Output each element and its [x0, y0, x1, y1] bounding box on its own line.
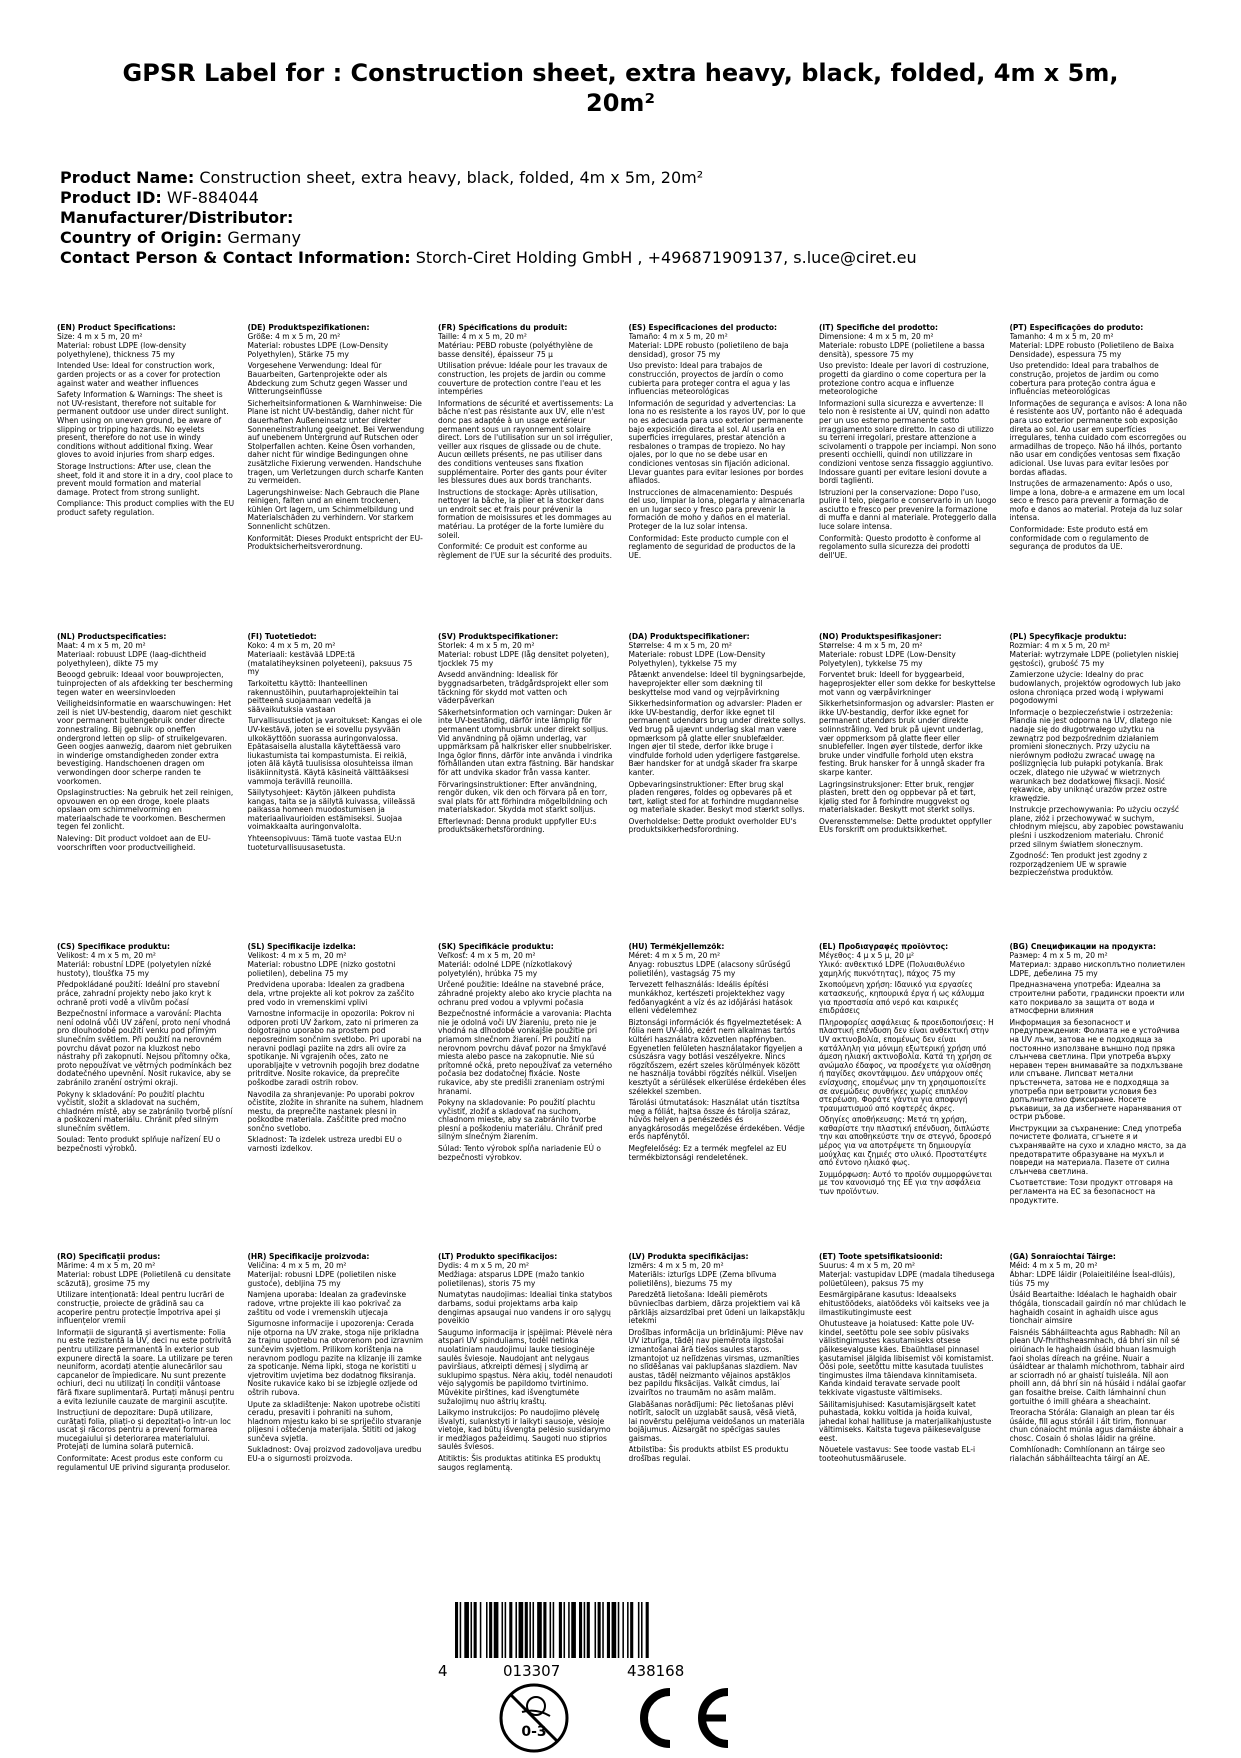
info-value: Storch-Ciret Holding GmbH , +496871909137, s.luce@ciret.eu: [415, 248, 917, 267]
language-heading: (HU) Termékjellemzők:: [628, 943, 725, 951]
language-block: [248, 633, 426, 881]
barcode-bar: [486, 1602, 488, 1658]
language-paragraph: Información de seguridad y advertencias: La lona no es resistente a los rayos UV, por lo que no es adecuada para uso exterior permanente bajo exposición directa al sol. Al usarla en superficies irregulares, prestar atención a resbalones o trampas de tropiezo. No hay ojales, por lo que no se debe usar en condiciones ventosas sin fijación adicional. Llevar guantes para evitar lesiones por bordes afilados.: [628, 398, 806, 486]
language-heading: (EL) Προδιαγραφές προϊόντος:: [819, 943, 949, 951]
language-paragraph: Материал: здраво нископлътно полиетилен LDPE, дебелина 75 my: [1009, 960, 1185, 978]
language-paragraph: Информация за безопасност и предупреждения: Фолиата не е устойчива на UV лъчи, затова не е подходяща за постоянно използване външно под пряка слънчева светлина. При употреба върху неравен терен внимавайте за подхлъзване или спъване. Липсват метални пръстенчета, затова не е подходяща за употреба при ветровити условия без допълнително фиксиране. Носете ръкавици, за да избегнете наранявания от остри ръбове.: [1009, 1017, 1183, 1122]
language-heading: (PL) Specyfikacje produktu:: [1009, 633, 1127, 641]
barcode-bar: [598, 1602, 601, 1658]
info-label: Product Name:: [60, 168, 195, 187]
barcode-digits-2: 013307: [503, 1662, 561, 1680]
page-title: GPSR Label for : Construction sheet, extra heavy, black, folded, 4m x 5m, 20m²: [122, 59, 1119, 117]
language-paragraph: Säkerhetsinformation och varningar: Duken är inte UV-beständig, därför inte lämplig för permanent utomhusbruk under direkt solljus. Vid användning på ojämn underlag, var uppmärksam på halkrisker eller snubbelrisker. Inga öglor finns, därför inte använda i vindrika förhållanden utan extra fästning. Bär handskar för att undvika skador från vassa kanter.: [438, 707, 614, 777]
language-paragraph: Sigurnosne informacije i upozorenja: Cerada nije otporna na UV zrake, stoga nije prikladna za trajnu upotrebu na otvorenom pod izravnim sunčevim svjetlom. Prilikom korištenja na neravnom podlogu pazite na klizanje ili zamke za spoticanje. Nema lipki, stoga ne koristiti u vjetrovitim uvjetima bez dodatnog fiksiranja. Nosite rukavice kako bi se izbjegle ozljede od oštrih rubova.: [247, 1319, 424, 1397]
language-paragraph: Πληροφορίες ασφάλειας & προειδοποιήσεις: Η πλαστική επένδυση δεν είναι ανθεκτική στην UV ακτινοβολία, επομένως δεν είναι κατάλληλη για μόνιμη εξωτερική χρήση υπό άμεση ηλιακή ακτινοβολία. Κατά τη χρήση σε ανώμαλο έδαφος, να προσέχετε για ολίσθηση ή παγίδες σκοντάψιμου. Δεν υπάρχουν οπές ενίσχυσης, επομένως μην τη χρησιμοποιείτε σε ανεμώδεις συνθήκες χωρίς επιπλέον στερέωση. Φοράτε γάντια για αποφυγή τραυματισμού από κοφτερές άκρες.: [819, 1017, 994, 1113]
language-paragraph: Méret: 4 m x 5 m, 20 m²: [628, 950, 721, 960]
language-heading: (SL) Specifikacije izdelka:: [247, 943, 356, 951]
language-paragraph: Utilizare intenționată: Ideal pentru lucrări de construcție, proiecte de grădină sau ca acoperire pentru protecție împotriva apei și influențelor vremii: [57, 1290, 225, 1326]
language-paragraph: Maat: 4 m x 5 m, 20 m²: [57, 640, 146, 650]
info-row: [60, 228, 1200, 248]
language-paragraph: Informacje o bezpieczeństwie i ostrzeżenia: Plandia nie jest odporna na UV, dlatego nie nadaje się do długotrwałego użytku na zewnątrz pod bezpośrednim działaniem promieni słonecznych. Przy użyciu na nierównym podłożu zwracać uwagę na poślizgnięcia lub pułapki potykania. Brak oczek, dlatego nie używać w wietrznych warunkach bez dodatkowej fiksacji. Nosić rękawice, aby uniknąć urazów przez ostre krawędzie.: [1009, 707, 1174, 803]
barcode-bar: [568, 1602, 570, 1658]
language-paragraph: Material: robust LDPE (low-density polyethylene), thickness 75 my: [57, 341, 187, 359]
language-paragraph: Sikkerhedsinformation og advarsler: Pladen er ikke UV-bestandig, derfor ikke egnet til permanent udendørs brug under direkte sollys. Ved brug på ujævnt underlag skal man være opmærksom på glatte eller snublefælder. Ingen øjer til stede, derfor ikke bruge i vindfulde forhold uden yderligere fastgørelse. Bær handsker for at undgå skader fra skarpe kanter.: [628, 699, 806, 777]
language-paragraph: Treoracha Stórála: Glanaigh an plean tar éis úsáide, fill agus stóráil i áit tirim, fionnuar chun cónaíocht múnla agus damáiste ábhair a chosc. Cosain ó sholas láidir na gréine.: [1009, 1408, 1184, 1443]
language-paragraph: Material: robustno LDPE (nizko gostotni polietilen), debelina 75 my: [247, 960, 396, 978]
svg-text:0-3: 0-3: [521, 1724, 547, 1740]
language-block: [57, 943, 235, 1208]
language-paragraph: Sukladnost: Ovaj proizvod zadovoljava uredbu EU-a o sigurnosti proizvoda.: [247, 1445, 422, 1464]
language-paragraph: Lagringsinstruksjoner: Etter bruk, rengjør plasten, brett den og oppbevar på et tørt, kjølig sted for å forhindre muggvekst og materialskader. Beskytt mot sterkt sollys.: [819, 779, 976, 815]
language-paragraph: Conformitate: Acest produs este conform cu regulamentul UE privind siguranța produselor.: [57, 1454, 231, 1472]
language-heading: (SK) Špecifikácie produktu:: [438, 943, 554, 951]
language-paragraph: Opslaginstructies: Na gebruik het zeil reinigen, opvouwen en op een droge, koele plaats opslaan om schimmelvorming en materiaalschade te voorkomen. Beschermen tegen fel zonlicht.: [57, 788, 234, 832]
info-row: [60, 188, 1200, 208]
language-paragraph: Dimensione: 4 m x 5 m, 20 m²: [819, 331, 934, 341]
compliance-icons: [498, 1682, 748, 1758]
barcode-bar: [641, 1602, 643, 1658]
barcode-bar: [630, 1602, 633, 1658]
language-heading: (FR) Spécifications du produit:: [438, 324, 568, 332]
language-paragraph: Säilitamisjuhised: Kasutamisjärgselt katet puhastada, kokku voltida ja hoida kuival, jahedal kohal hallituse ja materjalikahjustuste vältimiseks. Kaitsta tugeva päikesevalguse eest.: [819, 1399, 992, 1443]
language-paragraph: Velikost: 4 m x 5 m, 20 m²: [247, 950, 347, 960]
language-paragraph: Υλικό: ανθεκτικό LDPE (Πολυαιθυλένιο χαμηλής πυκνότητας), πάχος 75 my: [819, 960, 965, 978]
language-block: [629, 633, 807, 881]
language-paragraph: Faisnéis Sábháilteachta agus Rabhadh: Níl an plean UV-fhrithsheasmhach, dá bhrí sin níl sé oiriúnach le haghaidh úsáid bhuan lasmuigh faoi sholas díreach na gréine. Nuair a úsáidtear ar thalamh míchothrom, tabhair aird ar sciorradh nó ar ghaistí tuisleála. Níl aon phoill ann, dá bhrí sin ná húsáid i ndálaí gaofar gan fosaithe breise. Caith lámhainní chun gortuithe ó imill ghéara a sheachaint.: [1009, 1327, 1187, 1406]
language-heading: (FI) Tuotetiedot:: [247, 633, 317, 641]
barcode-bar: [571, 1602, 576, 1658]
language-paragraph: Yhteensopivuus: Tämä tuote vastaa EU:n tuoteturvallisuusasetusta.: [247, 834, 402, 852]
barcode-bar: [579, 1602, 582, 1658]
language-paragraph: Bezpečnostní informace a varování: Plachta není odolná vůči UV záření, proto není vhodná pro dlouhodobé použití venku pod přímým slunečním světlem. Při použití na nerovném povrchu dávat pozor na kluzkost nebo nástrahy při zakopnutí. Nejsou přítomny očka, proto nepoužívat ve větrných podmínkách bez dodatečného upevnění. Nosit rukavice, aby se zabránilo zranění ostrými okraji.: [57, 1009, 232, 1087]
language-paragraph: Veiligheidsinformatie en waarschuwingen: Het zeil is niet UV-bestendig, daarom niet geschikt voor permanent buitengebruik onder directe zonnestraling. Bij gebruik op oneffen ondergrond letten op slip- of struikelgevaren. Geen oogjes aanwezig, daarom niet gebruiken in winderige omstandigheden zonder extra bevestiging. Handschoenen dragen om verwondingen door scherpe randen te voorkomen.: [57, 699, 232, 786]
language-heading: (DE) Produktspezifikationen:: [247, 324, 370, 332]
language-heading: (CS) Specifikace produktu:: [57, 943, 170, 951]
info-value: Construction sheet, extra heavy, black, folded, 4m x 5m, 20m²: [199, 168, 704, 187]
info-label: Country of Origin:: [60, 228, 223, 247]
barcode-bar: [525, 1602, 528, 1658]
language-paragraph: Atbilstība: Šis produkts atbilst ES produktu drošības regulai.: [628, 1445, 789, 1464]
language-paragraph: Materiale: robust LDPE (Low-Density Polyetylen), tykkelse 75 my: [819, 650, 956, 668]
language-paragraph: Koko: 4 m x 5 m, 20 m²: [247, 640, 336, 650]
language-paragraph: Forventet bruk: Ideell for byggearbeid, hageprosjekter eller som dekke for beskyttelse mot vann og værpåvirkninger: [819, 670, 996, 697]
language-paragraph: Συμμόρφωση: Αυτό το προϊόν συμμορφώνεται με τον κανονισμό της ΕΕ για την ασφάλεια των προϊόντων.: [819, 1169, 993, 1197]
language-paragraph: Comhlíonadh: Comhlíonann an táirge seo rialachán sábháilteachta táirgí an AE.: [1009, 1445, 1165, 1464]
barcode-bar: [550, 1602, 552, 1658]
barcode-bar: [537, 1602, 542, 1658]
language-paragraph: Предназначена употреба: Идеална за строителни работи, градински проекти или като покривало за защита от вода и атмосферни влияния: [1009, 980, 1185, 1016]
language-paragraph: Tarkoitettu käyttö: Ihanteellinen rakennustöihin, puutarhaprojekteihin tai peitteenä suojaamaan vedeltä ja säävaikutuksia vastaan: [247, 678, 399, 714]
language-paragraph: Overensstemmelse: Dette produktet oppfyller EUs forskrift om produktsikkerhet.: [819, 816, 992, 835]
language-paragraph: Biztonsági információk és figyelmeztetések: A fólia nem UV-álló, ezért nem alkalmas tartós kültéri használatra közvetlen napfényben. Egyenetlen felületen használatakor figyeljen a csúszásra vagy botlási veszélyekre. Nincs rögzítőszem, ezért szeles körülmények között ne használja további rögzítés nélkül. Viseljen kesztyűt a sérülések elkerülése érdekében éles szélekkel szemben.: [628, 1017, 806, 1096]
barcode-bar: [480, 1602, 482, 1658]
language-paragraph: Upute za skladištenje: Nakon upotrebe očistiti ceradu, presaviti i pohraniti na suhom, hladnom mjestu kako bi se spriječilo stvaranje plijesni i oštećenja materijala. Štititi od jakog sunčeva svjetla.: [247, 1399, 422, 1443]
language-heading: (LT) Produkto specifikacijos:: [438, 1253, 558, 1261]
barcode-digits-3: 438168: [627, 1662, 685, 1680]
language-paragraph: Materiál: odolné LDPE (nízkotlakový polyetylén), hrúbka 75 my: [438, 960, 573, 978]
language-paragraph: Instructions de stockage: Après utilisation, nettoyer la bâche, la plier et la stocker dans un endroit sec et frais pour prévenir la formation de moisissures et les dommages au matériau. La protéger de la forte lumière du soleil.: [438, 487, 612, 540]
language-paragraph: Rozmiar: 4 m x 5 m, 20 m²: [1009, 640, 1110, 650]
language-paragraph: Materjal: vastupidav LDPE (madala tihedusega polüetüleen), paksus 75 my: [819, 1270, 995, 1288]
language-paragraph: Größe: 4 m x 5 m, 20 m²: [247, 331, 341, 341]
language-heading: (DA) Produktspecifikationer:: [628, 633, 750, 641]
language-paragraph: Tamaño: 4 m x 5 m, 20 m²: [628, 331, 728, 341]
language-paragraph: Taille: 4 m x 5 m, 20 m²: [438, 331, 527, 341]
language-paragraph: Instrucciones de almacenamiento: Después del uso, limpiar la lona, plegarla y almacenarla en un lugar seco y fresco para prevenir la formación de moho y daños en el material. Proteger de la luz solar intensa.: [628, 487, 805, 532]
language-heading: (BG) Спецификации на продукта:: [1009, 943, 1156, 951]
info-row: [60, 208, 1200, 228]
language-paragraph: Размер: 4 m x 5 m, 20 m²: [1009, 950, 1108, 960]
barcode-bar: [646, 1602, 649, 1658]
language-heading: (ET) Toote spetsifikatsioonid:: [819, 1253, 943, 1261]
language-paragraph: Eesmärgipärane kasutus: Ideaalseks ehitustöödeks, aiatöödeks või kaitseks vee ja ilmastikutingimuste eest: [819, 1290, 990, 1317]
language-row: [57, 324, 1187, 563]
language-row: [57, 1253, 1187, 1475]
barcode-bar: [505, 1602, 507, 1658]
language-paragraph: Beoogd gebruik: Ideaal voor bouwprojecten, tuinprojecten of als afdekking ter bescherming tegen water en weersinvloeden: [57, 670, 233, 697]
language-block: [629, 1253, 807, 1475]
language-block: [1010, 1253, 1188, 1475]
language-paragraph: Paredzētā lietošana: Ideāli piemērots būvniecības darbiem, dārza projektiem vai kā pārklājs aizsardzībai pret ūdeni un laikapstākļu ietekmi: [628, 1290, 805, 1326]
language-paragraph: Materijal: robusni LDPE (polietilen niske gustoće), debljina 75 my: [247, 1270, 397, 1288]
language-paragraph: Bezpečnostné informácie a varovania: Plachta nie je odolná voči UV žiareniu, preto nie je vhodná na dlhodobé vonkajšie použitie pri priamom slnečnom žiarení. Pri použití na nerovnom povrchu dávať pozor na šmykľavé miesta alebo pasce na zakopnutie. Nie sú prítomné očká, preto nepoužívať za veterného počasia bez dodatočnej fixácie. Noste rukavice, aby ste predišli zraneniam ostrými hranami.: [438, 1009, 613, 1096]
language-block: [57, 1253, 235, 1475]
language-paragraph: Material: robust LDPE (Polietilenă cu densitate scăzută), grosime 75 my: [57, 1270, 231, 1288]
barcode-bar: [602, 1602, 604, 1658]
language-paragraph: Instrukcje przechowywania: Po użyciu oczyść plane, złóż i przechowywać w suchym, chłodnym miejscu, aby zapobiec powstawaniu pleśni i uszkodzeniom materiału. Chronić przed silnym światłem słonecznym.: [1009, 805, 1184, 849]
language-paragraph: Utilisation prévue: Idéale pour les travaux de construction, les projets de jardin ou comme couverture de protection contre l'eau et les intempéries: [438, 361, 608, 397]
language-paragraph: Konformität: Dieses Produkt entspricht der EU-Produktsicherheitsverordnung.: [247, 533, 423, 552]
language-paragraph: Material: robust LDPE (låg densitet polyeten), tjocklek 75 my: [438, 650, 610, 668]
language-paragraph: Materiāls: izturīgs LDPE (Zema blīvuma polietilēns), biezums 75 my: [628, 1270, 777, 1288]
barcode-bar: [607, 1602, 610, 1658]
language-heading: (EN) Product Specifications:: [57, 324, 176, 332]
language-block: [248, 943, 426, 1208]
language-paragraph: Storage Instructions: After use, clean the sheet, fold it and store it in a dry, cool place to prevent mould formation and material damage. Protect from strong sunlight.: [57, 461, 233, 497]
language-paragraph: Ohutusteave ja hoiatused: Katte pole UV-kindel, seetõttu pole see sobiv püsivaks välistingimustes kasutamiseks otsese päikesevalguse käes. Ebaühtlasel pinnasel kasutamisel jälgida libisemist või komistamist. Õõsi pole, seetõttu mitte kasutada tuulistes tingimustes ilma täiendava kinnitamiseta. Kanda kindaid teravate servade poolt tekkivate vigastuste vältimiseks.: [819, 1319, 994, 1397]
info-label: Product ID:: [60, 188, 162, 207]
language-paragraph: Conformidade: Este produto está em conformidade com o regulamento de segurança de produtos da UE.: [1009, 525, 1149, 552]
language-heading: (NL) Productspecificaties:: [57, 633, 167, 641]
language-paragraph: Skladnost: Ta izdelek ustreza uredbi EU o varnosti izdelkov.: [247, 1135, 402, 1154]
language-paragraph: Säilytysohjeet: Käytön jälkeen puhdista kangas, taita se ja säilytä kuivassa, viileässä paikassa homeen muodostumisen ja materiaalivaurioiden estämiseksi. Suojaa voimakkaalta auringonvalolta.: [247, 788, 416, 832]
language-paragraph: Predvidena uporaba: Idealen za gradbena dela, vrtne projekte ali kot pokrov za zaščito pred vodo in vremenskimi vplivi: [247, 980, 415, 1007]
language-paragraph: Anyag: robusztus LDPE (alacsony sűrűségű polietilén), vastagság 75 my: [628, 960, 791, 978]
language-paragraph: Uso previsto: Ideal para trabajos de construcción, proyectos de jardín o como cubierta para proteger contra el agua y las influencias meteorológicas: [628, 361, 790, 397]
language-paragraph: Mărime: 4 m x 5 m, 20 m²: [57, 1260, 156, 1270]
language-paragraph: Naleving: Dit product voldoet aan de EU-voorschriften voor productveiligheid.: [57, 834, 211, 852]
language-paragraph: Drošības informācija un brīdinājumi: Plēve nav UV izturīga, tādēļ nav piemērota ilgstošai izmantošanai ārā tiešos saules staros. Izmantojot uz nelīdzenas virsmas, uzmanīties no slīdēšanas vai paklupšanas slazdiem. Nav austas, tādēļ neizmanto vējainos apstākļos bez papildu fiksācijas. Valkāt cimdus, lai izvairītos no traumām no asām malām.: [628, 1327, 804, 1397]
language-paragraph: Medžiaga: atsparus LDPE (mažo tankio polietilenas), storis 75 my: [438, 1270, 585, 1288]
language-paragraph: Megfelelőség: Ez a termék megfelel az EU termékbiztonsági rendeletének.: [628, 1144, 787, 1162]
language-paragraph: Soulad: Tento produkt splňuje nařízení EU o bezpečnosti výrobků.: [57, 1135, 221, 1154]
language-paragraph: Materiaali: kestävää LDPE:tä (matalatiheyksinen polyeteeni), paksuus 75 my: [247, 650, 413, 677]
language-block: [819, 324, 997, 563]
language-paragraph: Informações de segurança e avisos: A lona não é resistente aos UV, portanto não é adequada para uso exterior permanente sob exposição direta ao sol. Ao usar em superfícies irregulares, tenha cuidado com escorregões ou armadilhas de tropeço. Não há ilhós, portanto não usar em condições ventosas sem fixação adicional. Use luvas para evitar lesões por bordas afiadas.: [1009, 398, 1187, 477]
language-paragraph: Varnostne informacije in opozorila: Pokrov ni odporen proti UV žarkom, zato ni primeren za dolgotrajno uporabo na prostem pod neposrednim sončnim svetlobo. Pri uporabi na neravni podlagi paziite na zdrs ali ovire za spotikanje. Ni vgrajenih očes, zato ne uporabljajte v vetrovnih pogojih brez dodatne pritrditve. Nosite rokavice, da preprečite poškodbe zaradi ostrih robov.: [247, 1009, 422, 1087]
language-block: [438, 1253, 616, 1475]
language-paragraph: Pokyny k skladování: Po použití plachtu vyčistit, složit a skladovat na suchém, chladném místě, aby se zabránilo tvorbě plísní a poškození materiálu. Chránit před silným slunečním světlem.: [57, 1089, 233, 1133]
language-paragraph: Atitiktis: Šis produktas atitinka ES produktų saugos reglamentą.: [438, 1454, 601, 1472]
language-block: [629, 943, 807, 1208]
barcode-bar: [595, 1602, 597, 1658]
barcode-bar: [502, 1602, 504, 1658]
language-paragraph: Předpokládané použití: Ideální pro stavební práce, zahradní projekty nebo jako kryt k ochraně proti vodě a vlivům počasí: [57, 980, 220, 1007]
language-paragraph: Conformité: Ce produit est conforme au règlement de l'UE sur la sécurité des produits.: [438, 542, 612, 560]
barcode-bar: [559, 1602, 562, 1658]
barcode-bar: [494, 1602, 499, 1658]
language-paragraph: Navodila za shranjevanje: Po uporabi pokrov očistite, zložite in shranite na suhem, hladnem mestu, da preprečite nastanek plesni in poškodbe materiala. Zaščitite pred močno sončno svetlobo.: [247, 1089, 424, 1133]
language-paragraph: Materiál: robustní LDPE (polyetylen nízké hustoty), tloušťka 75 my: [57, 960, 212, 978]
language-block: [248, 324, 426, 563]
language-paragraph: Informazioni sulla sicurezza e avvertenze: Il telo non è resistente ai UV, quindi non adatto per un uso esterno permanente sotto irraggiamento solare diretto. In caso di utilizzo su terreni irregolari, prestare attenzione a scivolamenti o trappole per inciampi. Non sono presenti occhielli, quindi non utilizzare in condizioni ventose senza fissaggio aggiuntivo. Indossare guanti per evitare lesioni dovute a bordi taglienti.: [819, 398, 997, 486]
language-paragraph: Efterlevnad: Denna produkt uppfyller EU:s produktsäkerhetsförordning.: [438, 816, 597, 835]
language-heading: (GA) Sonraíochtaí Táirge:: [1009, 1253, 1116, 1261]
language-paragraph: Intended Use: Ideal for construction work, garden projects or as a cover for protection against water and weather influences: [57, 361, 221, 388]
language-paragraph: Zamierzone użycie: Idealny do prac budowlanych, projektów ogrodowych lub jako osłona chroniąca przed wodą i wpływami pogodowymi: [1009, 670, 1181, 706]
language-paragraph: Material: LDPE robusto (polietileno de baja densidad), grosor 75 my: [628, 341, 789, 359]
barcode-bar: [515, 1602, 517, 1658]
language-paragraph: Størrelse: 4 m x 5 m, 20 m²: [628, 640, 732, 650]
language-block: [629, 324, 807, 563]
language-heading: (RO) Specificații produs:: [57, 1253, 161, 1261]
language-paragraph: Uso pretendido: Ideal para trabalhos de construção, projetos de jardim ou como cobertura para proteção contra água e influências meteorológicas: [1009, 361, 1159, 397]
barcode-bar: [622, 1602, 624, 1658]
info-row: [60, 168, 1200, 188]
language-block: [438, 324, 616, 563]
language-heading: (ES) Especificaciones del producto:: [628, 324, 778, 332]
barcode-bar: [489, 1602, 492, 1658]
language-paragraph: Pokyny na skladovanie: Po použití plachtu vyčistiť, zložiť a skladovať na suchom, chladnom mieste, aby sa zabránilo tvorbe plesní a poškodeniu materiálu. Chrániť pred silným slnečným žiarením.: [438, 1098, 603, 1142]
product-info: [60, 168, 1200, 268]
language-paragraph: Инструкции за съхранение: След употреба почистете фолиата, сгънете я и съхранявайте на сухо и хладно място, за да предотвратите образуване на мухъл и повреди на материала. Пазете от силна слънчева светлина.: [1009, 1123, 1187, 1176]
language-paragraph: Numatytas naudojimas: Idealiai tinka statybos darbams, sodui projektams arba kaip dengimas apsaugai nuo vandens ir oro sąlygų poveikio: [438, 1290, 613, 1326]
language-block: [1010, 943, 1188, 1208]
language-paragraph: Size: 4 m x 5 m, 20 m²: [57, 331, 143, 341]
language-block: [819, 943, 997, 1208]
barcode-bar: [471, 1602, 473, 1658]
language-paragraph: Instrucțiuni de depozitare: După utilizare, curățați folia, pliați-o și depozitați-o într-un loc uscat și răcoros pentru a preveni formarea mucegaiului și deteriorarea materialului. Protejați de lumina solară puternică.: [57, 1408, 231, 1452]
language-block: [1010, 324, 1188, 563]
language-paragraph: Tamanho: 4 m x 5 m, 20 m²: [1009, 331, 1114, 341]
language-paragraph: Material: LDPE robusto (Polietileno de Baixa Densidade), espessura 75 my: [1009, 341, 1174, 359]
barcode-bars: [455, 1602, 705, 1666]
language-paragraph: Izmērs: 4 m x 5 m, 20 m²: [628, 1260, 724, 1270]
language-paragraph: Tárolási útmutatások: Használat után tisztítsa meg a fóliát, hajtsa össze és tárolja száraz, hűvös helyen a penészedés és anyagkárosodás megelőzése érdekében. Védje erős napfénytől.: [628, 1098, 805, 1142]
language-paragraph: Compliance: This product complies with the EU product safety regulation.: [57, 499, 235, 517]
language-paragraph: Glabāšanas norādījumi: Pēc lietošanas plēvi notīrīt, salocīt un uzglabāt sausā, vēsā vietā, lai novērstu pelējuma veidošanos un materiāla bojājumus. Aizsargāt no spēcīgas saules gaismas.: [628, 1399, 805, 1443]
language-row: [57, 943, 1187, 1208]
language-paragraph: Materiaal: robuust LDPE (laag-dichtheid polyethyleen), dikte 75 my: [57, 650, 207, 668]
language-heading: (IT) Specifiche del prodotto:: [819, 324, 938, 332]
language-heading: (SV) Produktspecifikationer:: [438, 633, 559, 641]
language-paragraph: Conformità: Questo prodotto è conforme al regolamento sulla sicurezza dei prodotti dell'UE.: [819, 533, 981, 560]
language-paragraph: Istruzioni per la conservazione: Dopo l'uso, pulire il telo, piegarlo e conservarlo in un luogo asciutto e fresco per prevenire la formazione di muffa e danni al materiale. Proteggerlo dalla luce solare intensa.: [819, 487, 997, 532]
barcode-bar: [553, 1602, 555, 1658]
language-heading: (PT) Especificações do produto:: [1009, 324, 1144, 332]
language-block: [57, 324, 235, 563]
barcode-bar: [584, 1602, 586, 1658]
barcode-bar: [519, 1602, 524, 1658]
barcode-bar: [564, 1602, 566, 1658]
language-paragraph: Veľkosť: 4 m x 5 m, 20 m²: [438, 950, 536, 960]
language-paragraph: Sicherheitsinformationen & Warnhinweise: Die Plane ist nicht UV-beständig, daher nicht für dauerhaften Außeneinsatz unter direkter Sonneneinstrahlung geeignet. Bei Verwendung auf unebenem Untergrund auf Rutschen oder Stolperfallen achten. Keine Ösen vorhanden, daher nicht für windige Bedingungen ohne zusätzliche Fixierung verwenden. Handschuhe tragen, um Verletzungen durch scharfe Kanten zu vermeiden.: [247, 398, 425, 486]
language-paragraph: Μέγεθος: 4 μ x 5 μ, 20 μ²: [819, 950, 915, 960]
language-paragraph: Tervezett felhasználás: Ideális építési munkákhoz, kertészeti projektekhez vagy fedőanyagként a víz és az időjárási hatások elleni védelemhez: [628, 980, 793, 1016]
language-paragraph: Förvaringsinstruktioner: Efter användning, rengör duken, vik den och förvara på en torr, sval plats för att förhindra mögelbildning och materialskador. Skydda mot starkt solljus.: [438, 779, 608, 815]
language-paragraph: Οδηγίες αποθήκευσης: Μετά τη χρήση, καθαρίστε την πλαστική επένδυση, διπλώστε την και αποθηκεύστε την σε στεγνό, δροσερό μέρος για να αποτρέψετε τη δημιουργία μούχλας και ζημιές στο υλικό. Προστατέψτε από έντονο ηλιακό φως.: [819, 1115, 992, 1168]
barcode-bar: [543, 1602, 546, 1658]
barcode-bar: [529, 1602, 531, 1658]
language-block: [438, 633, 616, 881]
language-paragraph: Avsedd användning: Idealisk för byggnadsarbeten, trädgårdsprojekt eller som täckning för skydd mot vatten och väderpåverkan: [438, 670, 609, 706]
language-paragraph: Съответствие: Този продукт отговаря на регламента на ЕС за безопасност на продуктите.: [1009, 1178, 1173, 1205]
language-paragraph: Opbevaringsinstruktioner: Efter brug skal pladen rengøres, foldes og opbevares på et tørt, køligt sted for at forhindre mugdannelse og materiale skader. Beskyt mod stærkt sollys.: [628, 779, 805, 815]
language-paragraph: Saugumo informacija ir įspėjimai: Plėvelė nėra atspari UV spinduliams, todėl netinka nuolatiniam naudojimui lauke tiesioginėje saulės šviesoje. Naudojant ant nelygaus paviršiaus, atkreipti dėmesį į slydimą ar suklupimo spąstus. Nėra akių, todėl nenaudoti vėjo sąlygomis be papildomo tvirtinimo. Mūvėkite pirštines, kad išvengtumėte sužalojimų nuo aštrių kraštų.: [438, 1327, 613, 1406]
language-block: [438, 943, 616, 1208]
language-heading: (NO) Produktspesifikasjoner:: [819, 633, 942, 641]
language-paragraph: Méid: 4 m x 5 m, 20 m²: [1009, 1260, 1098, 1270]
info-value: WF-884044: [166, 188, 259, 207]
language-paragraph: Materiał: wytrzymałe LDPE (polietylen niskiej gęstości), grubość 75 my: [1009, 650, 1179, 668]
language-block: [819, 633, 997, 881]
barcode-bar: [474, 1602, 477, 1658]
language-paragraph: Instruções de armazenamento: Após o uso, limpe a lona, dobre-a e armazene em um local seco e fresco para prevenir a formação de mofo e danos ao material. Proteja da luz solar intensa.: [1009, 479, 1185, 523]
language-paragraph: Materiale: robusto LDPE (polietilene a bassa densità), spessore 75 my: [819, 341, 985, 359]
barcode-bar: [638, 1602, 640, 1658]
ce-mark-icon: [644, 1692, 728, 1744]
barcode-bar: [587, 1602, 590, 1658]
language-paragraph: Storlek: 4 m x 5 m, 20 m²: [438, 640, 535, 650]
language-block: [57, 633, 235, 881]
language-paragraph: Namjena uporaba: Idealan za građevinske radove, vrtne projekte ili kao pokrivač za zaštitu od vode i vremenskih utjecaja: [247, 1290, 407, 1317]
language-heading: (HR) Specifikacije proizvoda:: [247, 1253, 370, 1261]
barcode-bar: [533, 1602, 535, 1658]
barcode-bar: [464, 1602, 469, 1658]
barcode-digit-1: 4: [438, 1662, 448, 1680]
language-paragraph: Úsáid Beartaithe: Idéalach le haghaidh obair thógála, tionscadail gairdín nó mar chlúdach le haghaidh cosaint in aghaidh uisce agus tionchair aimsire: [1009, 1290, 1186, 1326]
language-paragraph: Velikost: 4 m x 5 m, 20 m²: [57, 950, 156, 960]
language-paragraph: Dydis: 4 m x 5 m, 20 m²: [438, 1260, 530, 1270]
barcode-bar: [455, 1602, 458, 1658]
language-paragraph: Zgodność: Ten produkt jest zgodny z rozporządzeniem UE w sprawie bezpieczeństwa produktów.: [1009, 851, 1148, 878]
language-paragraph: Størrelse: 4 m x 5 m, 20 m²: [819, 640, 923, 650]
barcode-bar: [612, 1602, 617, 1658]
language-paragraph: Laikymo instrukcijos: Po naudojimo plėvelę išvalyti, sulankstyti ir laikyti sausoje, vėsioje vietoje, kad būtų išvengta pelėsio susidarymo ir medžiagos pažeidimų. Saugoti nuo stiprios saulės šviesos.: [438, 1408, 611, 1452]
language-paragraph: Určené použitie: Ideálne na stavebné práce, záhradné projekty alebo ako krycie plachta na ochranu pred vodou a vplyvmi počasia: [438, 980, 612, 1007]
age-warning-0-3-icon: [501, 1685, 567, 1751]
language-paragraph: Overholdelse: Dette produkt overholder EU's produktsikkerhedsforordning.: [628, 816, 797, 835]
language-paragraph: Veličina: 4 m x 5 m, 20 m²: [247, 1260, 347, 1270]
language-heading: (LV) Produkta specifikācijas:: [628, 1253, 749, 1261]
barcode: [435, 1602, 725, 1682]
language-paragraph: Conformidad: Este producto cumple con el reglamento de seguridad de productos de la UE.: [628, 533, 796, 560]
info-row: [60, 248, 1200, 268]
language-paragraph: Sikkerhetsinformasjon og advarsler: Plasten er ikke UV-bestandig, derfor ikke egnet for permanent utendørs bruk under direkte solinnstråling. Ved bruk på ujevnt underlag, vær oppmerksom på glatte fleer eller snublefeller. Ingen øyer tilstede, derfor ikke bruke under vindfulle forhold uten ekstra festing. Bruk hansker for å unngå skader fra skarpe kanter.: [819, 699, 994, 777]
language-paragraph: Informations de sécurité et avertissements: La bâche n'est pas résistante aux UV, elle n'est donc pas adaptée à un usage extérieur permanent sous un rayonnement solaire direct. Lors de l'utilisation sur un sol irrégulier, veiller aux risques de glissade ou de chute. Aucun œillets présents, ne pas utiliser dans des conditions venteuses sans fixation supplémentaire. Porter des gants pour éviter les blessures dues aux bords tranchants.: [438, 398, 614, 486]
language-paragraph: Turvallisuustiedot ja varoitukset: Kangas ei ole UV-kestävä, joten se ei sovellu pysyvään ulkokäyttöön suorassa auringonvalossa. Epätasaisella alustalla käytettäessä varo liukastumista tai kompastumista. Ei reikiä, joten älä käytä tuulisissa olosuhteissa ilman lisäkiinnitystä. Käytä käsineitä välttääksesi vammoja terävillä reunoilla.: [247, 716, 422, 786]
barcode-bar: [627, 1602, 629, 1658]
language-paragraph: Uso previsto: Ideale per lavori di costruzione, progetti da giardino o come copertura per la protezione contro acqua e influenze meteorologiche: [819, 361, 989, 397]
language-paragraph: Σκοπούμενη χρήση: Ιδανικό για εργασίες κατασκευής, κηπουρικά έργα ή ως κάλυμμα για προστασία από νερό και καιρικές επιδράσεις: [819, 980, 985, 1016]
language-paragraph: Safety Information & Warnings: The sheet is not UV-resistant, therefore not suitable for permanent outdoor use under direct sunlight. When using on uneven ground, be aware of slipping or tripping hazards. No eyelets present, therefore do not use in windy conditions without additional fixing. Wear gloves to avoid injuries from sharp edges.: [57, 390, 229, 460]
language-row: [57, 633, 1187, 881]
language-block: [248, 1253, 426, 1475]
barcode-bar: [618, 1602, 620, 1658]
language-block: [1010, 633, 1188, 881]
info-label: Manufacturer/Distributor:: [60, 208, 294, 227]
language-paragraph: Informații de siguranță și avertismente: Folia nu este rezistentă la UV, deci nu este potrivită pentru utilizare permanentă în exterior sub expunere directă la soare. La utilizare pe teren neuniform, acordați atenție alunecărilor sau capcanelor de împiedicare. Nu sunt prezente ochiuri, deci nu utilizați în condiții vântoase fără fixare suplimentară. Purtați mănuși pentru a evita leziunile cauzate de marginii ascuțite.: [57, 1327, 235, 1406]
language-paragraph: Materiale: robust LDPE (Low-Density Polyethylen), tykkelse 75 my: [628, 650, 766, 668]
info-value: Germany: [227, 228, 301, 247]
language-paragraph: Vorgesehene Verwendung: Ideal für Bauarbeiten, Gartenprojekte oder als Abdeckung zum Schutz gegen Wasser und Witterungseinflüsse: [247, 361, 408, 397]
language-paragraph: Material: robustes LDPE (Low-Density Polyethylen), Stärke 75 my: [247, 341, 389, 359]
barcode-bar: [460, 1602, 462, 1658]
language-paragraph: Matériau: PEBD robuste (polyéthylène de basse densité), épaisseur 75 µ: [438, 341, 593, 359]
language-block: [819, 1253, 997, 1475]
barcode-bar: [509, 1602, 512, 1658]
language-paragraph: Ábhar: LDPE láidir (Polaieitiléine Íseal-dlúis), tiús 75 my: [1009, 1270, 1176, 1288]
language-paragraph: Nõuetele vastavus: See toode vastab EL-i tooteohutusmäärusele.: [819, 1445, 976, 1464]
language-paragraph: Suurus: 4 m x 5 m, 20 m²: [819, 1260, 916, 1270]
language-paragraph: Súlad: Tento výrobok spĺňa nariadenie EÚ o bezpečnosti výrobkov.: [438, 1144, 601, 1162]
info-label: Contact Person & Contact Information:: [60, 248, 411, 267]
language-paragraph: Lagerungshinweise: Nach Gebrauch die Plane reinigen, falten und an einem trockenen, kühlen Ort lagern, um Schimmelbildung und Materialschäden zu verhindern. Vor starkem Sonnenlicht schützen.: [247, 487, 420, 532]
language-paragraph: Påtænkt anvendelse: Ideel til bygningsarbejde, haveprojekter eller som dækning til beskyttelse mod vand og vejrpåvirkning: [628, 670, 806, 697]
